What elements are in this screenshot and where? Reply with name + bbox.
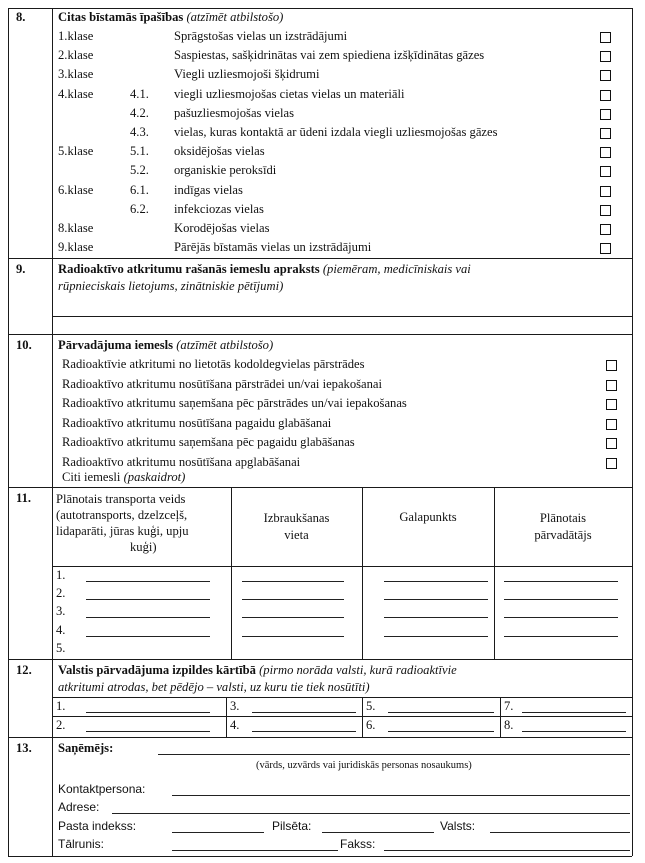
country-cell-number: 1. bbox=[56, 699, 66, 713]
transport-cell-field[interactable] bbox=[504, 581, 618, 582]
col-transport-type-header bbox=[56, 491, 189, 555]
postal-code-field[interactable] bbox=[172, 832, 264, 833]
section-12-hint-2: atkritumi atrodas, bet pēdējo – valsti, uz kuru tie tiek nosūtīti) bbox=[58, 680, 370, 694]
section-9-answer-line[interactable] bbox=[52, 316, 632, 317]
transport-cell-field[interactable] bbox=[504, 599, 618, 600]
transport-reason-label: Radioaktīvo atkritumu nosūtīšana pagaidu glabāšanai bbox=[62, 415, 332, 430]
transport-reason-checkbox[interactable] bbox=[606, 419, 617, 430]
transport-row-number: 2. bbox=[56, 586, 66, 601]
transport-reason-label: Radioaktīvo atkritumu nosūtīšana apglabāšanai bbox=[62, 454, 301, 469]
hazard-class-checkbox[interactable] bbox=[600, 90, 611, 101]
transport-row-number: 4. bbox=[56, 622, 66, 637]
hazard-class-number: 5.klase bbox=[58, 144, 94, 159]
table-header-separator bbox=[52, 566, 632, 567]
hazard-subclass-number: 4.2. bbox=[130, 105, 149, 120]
hazard-class-number: 1.klase bbox=[58, 29, 94, 43]
country-cell-field[interactable] bbox=[522, 731, 626, 732]
transport-cell-field[interactable] bbox=[504, 636, 618, 637]
hazard-class-checkbox[interactable] bbox=[600, 147, 611, 158]
hazard-class-description: pašuzliesmojošas vielas bbox=[174, 105, 294, 120]
address-field[interactable] bbox=[112, 813, 630, 814]
col1-line-4: kuģi) bbox=[130, 540, 157, 554]
transport-reason-checkbox[interactable] bbox=[606, 438, 617, 449]
section-8-hint: (atzīmēt atbilstošo) bbox=[186, 10, 284, 24]
col4-line-2: pārvadātājs bbox=[534, 528, 592, 542]
recipient-name-hint: (vārds, uzvārds vai juridiskās personas nosaukums) bbox=[256, 760, 472, 771]
section-10-heading bbox=[58, 338, 273, 353]
country-cell-number: 8. bbox=[504, 718, 514, 732]
section-9-hint-1: (piemēram, medicīniskais vai bbox=[322, 262, 471, 276]
col-departure-header bbox=[231, 510, 362, 544]
country-cell-number: 4. bbox=[230, 718, 240, 732]
hazard-class-description: Korodējošas vielas bbox=[174, 221, 270, 235]
hazard-class-description: viegli uzliesmojošas cietas vielas un materiāli bbox=[174, 86, 405, 101]
hazard-subclass-number: 6.2. bbox=[130, 201, 149, 216]
hazard-subclass-number: 4.3. bbox=[130, 125, 149, 139]
hazard-class-checkbox[interactable] bbox=[600, 166, 611, 177]
section-12-hint-1: (pirmo norāda valsti, kurā radioaktīvie bbox=[259, 663, 457, 677]
other-reason-label: Citi iemesli bbox=[62, 470, 121, 484]
country-cell-number: 6. bbox=[366, 718, 376, 732]
hazard-class-number: 3.klase bbox=[58, 67, 94, 82]
hazard-class-number: 4.klase bbox=[58, 86, 94, 101]
countries-grid-top bbox=[52, 697, 632, 698]
col4-line-1: Plānotais bbox=[539, 511, 587, 525]
other-reason-row bbox=[62, 470, 185, 485]
country-field[interactable] bbox=[490, 832, 630, 833]
transport-cell-field[interactable] bbox=[384, 636, 488, 637]
country-cell-number: 7. bbox=[504, 699, 514, 713]
recipient-name-field[interactable] bbox=[158, 754, 630, 755]
transport-cell-field[interactable] bbox=[242, 581, 344, 582]
hazard-class-description: infekciozas vielas bbox=[174, 201, 264, 216]
transport-reason-label: Radioaktīvo atkritumu saņemšana pēc pārstrādes un/vai iepakošanas bbox=[62, 396, 407, 410]
city-label: Pilsēta: bbox=[272, 819, 312, 833]
hazard-class-checkbox[interactable] bbox=[600, 32, 611, 43]
hazard-class-number: 2.klase bbox=[58, 48, 94, 63]
col2-line-2: vieta bbox=[284, 528, 309, 542]
transport-cell-field[interactable] bbox=[384, 617, 488, 618]
country-cell-number: 5. bbox=[366, 699, 376, 713]
hazard-class-checkbox[interactable] bbox=[600, 205, 611, 216]
section-9-title: Radioaktīvo atkritumu rašanās iemeslu apraksts bbox=[58, 262, 320, 276]
city-field[interactable] bbox=[322, 832, 434, 833]
country-cell-field[interactable] bbox=[522, 712, 626, 713]
transport-row-number: 1. bbox=[56, 568, 66, 582]
section-12-heading bbox=[58, 663, 457, 678]
hazard-class-description: Sprāgstošas vielas un izstrādājumi bbox=[174, 29, 348, 43]
phone-field[interactable] bbox=[172, 850, 338, 851]
section-9-number: 9. bbox=[16, 262, 26, 276]
hazard-class-checkbox[interactable] bbox=[600, 70, 611, 81]
hazard-class-checkbox[interactable] bbox=[600, 51, 611, 62]
section-11-number: 11. bbox=[16, 491, 32, 505]
transport-reason-label: Radioaktīvo atkritumu nosūtīšana pārstrādei un/vai iepakošanai bbox=[62, 376, 383, 391]
transport-row-number: 5. bbox=[56, 640, 66, 655]
recipient-label: Saņēmējs: bbox=[58, 741, 114, 755]
transport-cell-field[interactable] bbox=[86, 581, 210, 582]
contact-person-label: Kontaktpersona: bbox=[58, 782, 146, 796]
country-cell-field[interactable] bbox=[252, 731, 356, 732]
transport-cell-field[interactable] bbox=[242, 636, 344, 637]
country-cell-field[interactable] bbox=[388, 731, 494, 732]
country-cell-field[interactable] bbox=[86, 712, 210, 713]
section-8-title: Citas bīstamās īpašības bbox=[58, 10, 184, 24]
hazard-class-checkbox[interactable] bbox=[600, 224, 611, 235]
col-carrier-header bbox=[494, 510, 632, 544]
hazard-class-number: 9.klase bbox=[58, 240, 94, 255]
transport-cell-field[interactable] bbox=[504, 617, 618, 618]
contact-person-field[interactable] bbox=[172, 795, 630, 796]
fax-label: Fakss: bbox=[340, 837, 376, 851]
countries-grid-middle bbox=[52, 716, 632, 717]
separator-9-10 bbox=[8, 334, 632, 335]
section-12-title: Valstis pārvadājuma izpildes kārtībā bbox=[58, 663, 256, 677]
country-cell-field[interactable] bbox=[252, 712, 356, 713]
hazard-subclass-number: 5.1. bbox=[130, 144, 149, 159]
countries-divider-3 bbox=[500, 697, 501, 737]
separator-10-11 bbox=[8, 487, 632, 488]
hazard-class-checkbox[interactable] bbox=[600, 243, 611, 254]
border-right bbox=[632, 8, 633, 856]
hazard-class-description: vielas, kuras kontaktā ar ūdeni izdala viegli uzliesmojošas gāzes bbox=[174, 125, 498, 139]
hazard-class-description: Viegli uzliesmojoši šķidrumi bbox=[174, 67, 320, 82]
section-9-hint-2: rūpnieciskais lietojums, zinātniskie pētījumi) bbox=[58, 279, 284, 293]
transport-reason-label: Radioaktīvie atkritumi no lietotās kodoldegvielas pārstrādes bbox=[62, 357, 365, 371]
section-10-title: Pārvadājuma iemesls bbox=[58, 338, 174, 352]
col1-line-2: (autotransports, dzelzceļš, bbox=[56, 508, 188, 522]
hazard-class-description: Pārējās bīstamās vielas un izstrādājumi bbox=[174, 240, 372, 255]
section-10-hint: (atzīmēt atbilstošo) bbox=[176, 338, 274, 352]
separator-11-12 bbox=[8, 659, 632, 660]
hazard-class-description: organiskie peroksīdi bbox=[174, 163, 277, 178]
transport-cell-field[interactable] bbox=[86, 599, 210, 600]
separator-8-9 bbox=[8, 258, 632, 259]
transport-reason-checkbox[interactable] bbox=[606, 360, 617, 371]
country-cell-field[interactable] bbox=[86, 731, 210, 732]
country-label: Valsts: bbox=[440, 819, 476, 833]
hazard-class-checkbox[interactable] bbox=[600, 186, 611, 197]
postal-code-label: Pasta indekss: bbox=[58, 819, 137, 833]
country-cell-number: 3. bbox=[230, 699, 240, 713]
transport-reason-checkbox[interactable] bbox=[606, 399, 617, 410]
hazard-subclass-number: 4.1. bbox=[130, 86, 149, 101]
hazard-subclass-number: 6.1. bbox=[130, 182, 149, 197]
transport-cell-field[interactable] bbox=[242, 599, 344, 600]
address-label: Adrese: bbox=[58, 800, 100, 814]
section-8-heading bbox=[58, 10, 283, 25]
section-12-number: 12. bbox=[16, 663, 32, 677]
transport-reason-checkbox[interactable] bbox=[606, 380, 617, 391]
hazard-class-description: oksidējošas vielas bbox=[174, 144, 265, 159]
countries-divider-1 bbox=[226, 697, 227, 737]
hazard-class-description: indīgas vielas bbox=[174, 182, 243, 197]
transport-cell-field[interactable] bbox=[384, 581, 488, 582]
border-bottom bbox=[8, 856, 632, 857]
transport-reason-checkbox[interactable] bbox=[606, 458, 617, 469]
hazard-class-number: 8.klase bbox=[58, 221, 94, 235]
section-10-number: 10. bbox=[16, 338, 32, 352]
border-top bbox=[8, 8, 632, 9]
transport-cell-field[interactable] bbox=[86, 617, 210, 618]
transport-cell-field[interactable] bbox=[242, 617, 344, 618]
hazard-class-description: Saspiestas, sašķidrinātas vai zem spiediena izšķīdinātas gāzes bbox=[174, 48, 485, 63]
section-9-heading bbox=[58, 262, 471, 277]
col-destination-header: Galapunkts bbox=[399, 510, 457, 524]
separator-12-13 bbox=[8, 737, 632, 738]
countries-divider-2 bbox=[362, 697, 363, 737]
transport-reason-label: Radioaktīvo atkritumu saņemšana pēc pagaidu glabāšanas bbox=[62, 435, 355, 449]
phone-label: Tālrunis: bbox=[58, 837, 105, 851]
section-8-number: 8. bbox=[16, 10, 26, 24]
hazard-class-checkbox[interactable] bbox=[600, 128, 611, 139]
border-left bbox=[8, 8, 9, 856]
number-column-divider bbox=[52, 8, 53, 856]
fax-field[interactable] bbox=[384, 850, 630, 851]
transport-row-number: 3. bbox=[56, 604, 66, 619]
hazard-class-checkbox[interactable] bbox=[600, 109, 611, 120]
col1-line-3: lidaparāti, jūras kuģi, upju bbox=[56, 524, 189, 538]
other-reason-hint: (paskaidrot) bbox=[123, 470, 186, 484]
hazard-class-number: 6.klase bbox=[58, 182, 94, 197]
country-cell-number: 2. bbox=[56, 718, 66, 732]
transport-cell-field[interactable] bbox=[86, 636, 210, 637]
col1-line-1: Plānotais transporta veids bbox=[56, 492, 186, 506]
section-13-number: 13. bbox=[16, 741, 32, 755]
hazard-subclass-number: 5.2. bbox=[130, 163, 149, 178]
transport-cell-field[interactable] bbox=[384, 599, 488, 600]
col2-line-1: Izbraukšanas bbox=[263, 511, 330, 525]
country-cell-field[interactable] bbox=[388, 712, 494, 713]
